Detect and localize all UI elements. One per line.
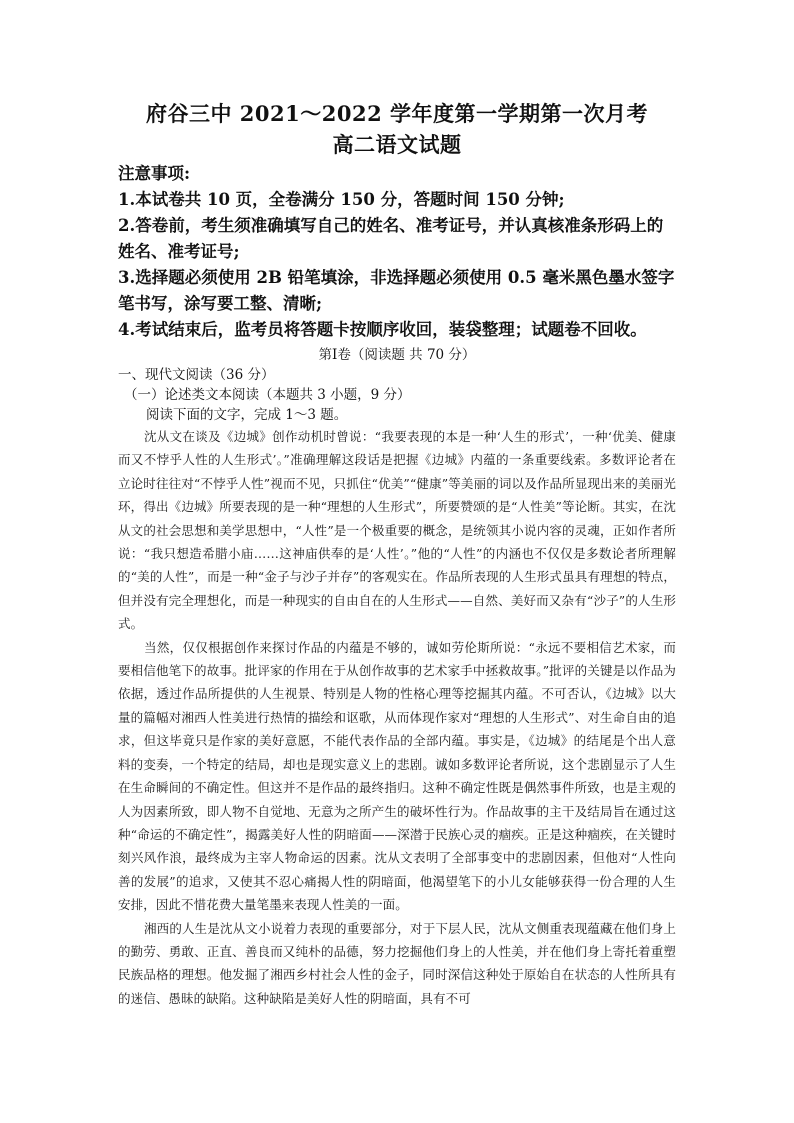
subsection-title: （一）论述类文本阅读（本题共 3 小题，9 分） [124,387,411,403]
exam-subtitle: 高二语文试题 [332,132,462,157]
notice-item: 4.考试结束后，监考员将答题卡按顺序收回，装袋整理；试题卷不回收。 [118,320,647,339]
notice-heading: 注意事项: [118,164,191,183]
reading-instruction: 阅读下面的文字，完成 1～3 题。 [146,407,348,423]
passage-paragraph: 湘西的人生是沈从文小说着力表现的重要部分，对于下层人民，沈从文侧重表现蕴藏在他们身上的勤劳、勇敢、正直、善良而又纯朴的品德，努力挖掘他们身上的人性美，并在他们身上寄托着重塑民族品格的理想。他发掘了湘西乡村社会人性的金子，同时深信这种处于原始自在状态的人性所具有的迷信、愚昧的缺陷。这种缺陷是美好人性的阴暗面，具有不可 [118,920,676,1006]
passage-paragraph: 当然，仅仅根据创作来探讨作品的内蕴是不够的，诚如劳伦斯所说：“永远不要相信艺术家，而要相信他笔下的故事。批评家的作用在于从创作故事的艺术家手中拯救故事。”批评的关键是以作品为依据，透过作品所提供的人生视景、特别是人物的性格心理等挖掘其内蕴。不可否认，《边城》以大量的篇幅对湘西人性美进行热情的描绘和讴歌，从而体现作家对“理想的人生形式”、对生命自由的追求，但这毕竟只是作家的美好意愿，不能代表作品的全部内蕴。事实是，《边城》的结尾是个出人意料的变奏，一个特定的结局，却也是现实意义上的悲剧。诚如多数评论者所说，这个悲剧显示了人生在生命瞬间的不确定性。但这并不是作品的最终指归。这种不确定性既是偶然事件所致，也是主观的人为因素所致，即人物不自觉地、无意为之所产生的破坏性行为。作品故事的主干及结局旨在通过这种“命运的不确定性”，揭露美好人性的阴暗面——深潜于民族心灵的痼疾。正是这种痼疾，在关键时刻兴风作浪，最终成为主宰人物命运的因素。沈从文表明了全部事变中的悲剧因素，但他对“人性向善的发展”的追求，又使其不忍心痛揭人性的阴暗面，他渴望笔下的小儿女能够获得一份合理的人生安排，因此不惜花费大量笔墨来表现人性美的一面。 [118,639,676,913]
passage-paragraph: 沈从文在谈及《边城》创作动机时曾说：“我要表现的本是一种‘人生的形式’，一种‘优美、健康而又不悖乎人性的人生形式’。”准确理解这段话是把握《边城》内蕴的一条重要线索。多数评论者在立论时往往对“不悖乎人性”视而不见，只抓住“优美”“健康”等美丽的词以及作品所显现出来的美丽光环，得出《边城》所要表现的是一种“理想的人生形式”，所要赞颂的是“人性美”等论断。其实，在沈从文的社会思想和美学思想中，“人性”是一个极重要的概念，是统领其小说内容的灵魂，正如作者所说：“我只想造希腊小庙……这神庙供奉的是‘人性’。”他的“人性”的内涵也不仅仅是多数论者所理解的“美的人性”，而是一种“金子与沙子并存”的客观实在。作品所表现的人生形式虽具有理想的特点，但并没有完全理想化，而是一种现实的自由自在的人生形式——自然、美好而又杂有“沙子”的人生形式。 [118,429,676,632]
notice-item: 1.本试卷共 10 页，全卷满分 150 分，答题时间 150 分钟; [118,190,565,209]
notice-block [118,161,676,343]
part-title: 第Ⅰ卷（阅读题 共 70 分） [318,347,476,363]
reading-passage [118,425,676,1010]
notice-item: 3.选择题必须使用 2B 铅笔填涂，非选择题必须使用 0.5 毫米黑色墨水签字笔书写，涂写要工整、清晰; [118,268,675,313]
exam-title: 府谷三中 2021～2022 学年度第一学期第一次月考 [145,101,648,126]
section-title: 一、现代文阅读（36 分） [118,367,275,383]
notice-item: 2.答卷前，考生须准确填写自己的姓名、准考证号，并认真核准条形码上的姓名、准考证号; [118,216,664,261]
